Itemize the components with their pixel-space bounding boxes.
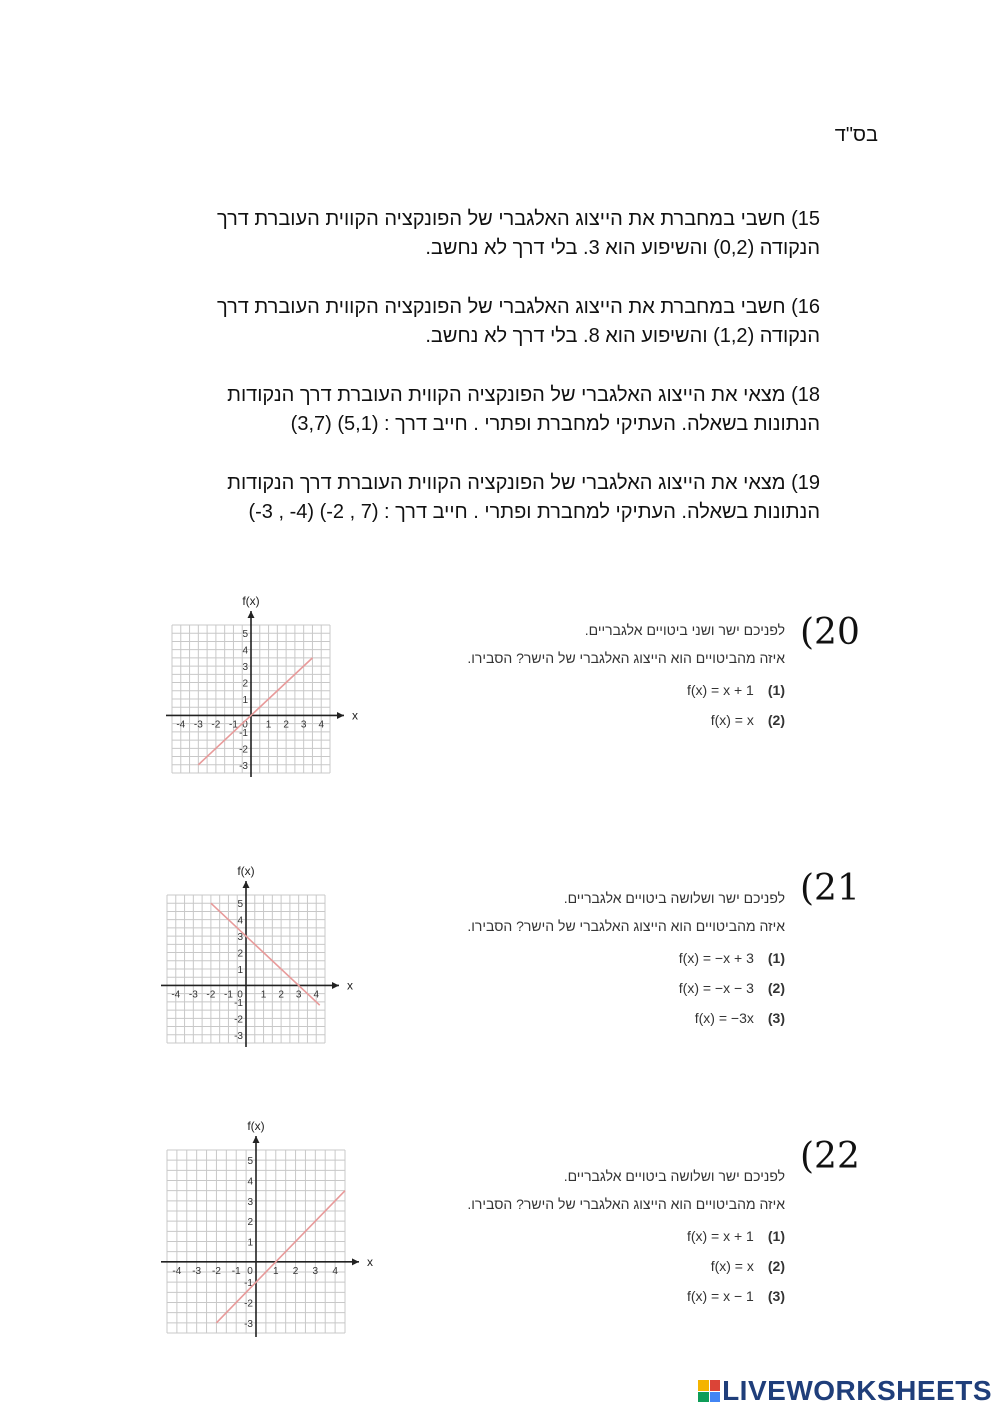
y-tick-label: -1 — [234, 997, 243, 1009]
option — [430, 950, 785, 966]
x-tick-label: 0 — [247, 1265, 253, 1277]
option — [430, 1228, 785, 1244]
x-tick-label: 4 — [332, 1265, 338, 1277]
graph-svg — [155, 865, 355, 1055]
y-tick-label: 4 — [247, 1176, 253, 1188]
x-axis-arrow-icon — [352, 1258, 359, 1265]
logo-square — [698, 1380, 709, 1391]
y-tick-label: 5 — [237, 899, 243, 911]
option-number: (1) — [767, 682, 785, 698]
y-tick-label: -3 — [234, 1030, 243, 1042]
exercise-question: איזה מהביטויים הוא הייצוג האלגברי של הישר? הסבירו. — [467, 1196, 785, 1212]
y-tick-label: 5 — [242, 629, 248, 641]
question-16 — [120, 293, 820, 351]
y-tick-label: 5 — [247, 1156, 253, 1168]
option — [430, 682, 785, 698]
exercise-intro: לפניכם ישר ושני ביטויים אלגבריים. — [584, 622, 785, 638]
exercise-21-text — [430, 890, 785, 1040]
exercise-number-20: (20 — [800, 612, 860, 653]
exercise-22-text — [430, 1168, 785, 1318]
brand-logo-icon — [698, 1380, 720, 1402]
option-number: (1) — [767, 1228, 785, 1244]
y-tick-label: 1 — [242, 695, 248, 706]
x-axis-arrow-icon — [337, 712, 344, 719]
x-tick-label: 4 — [318, 719, 325, 731]
question-line: 18) מצאי את הייצוג האלגברי של הפונקציה הקווית העוברת דרך הנקודות — [227, 384, 820, 406]
option-expression: f(x) = −3x — [694, 1010, 754, 1026]
y-tick-label: 2 — [237, 948, 243, 960]
question-line: 15) חשבי במחברת את הייצוג האלגברי של הפונקציה הקווית העוברת דרך — [217, 208, 820, 230]
logo-square — [698, 1392, 709, 1403]
question-line: הנתונות בשאלה. העתיקי למחברת ופתרי . חייב דרך : (7 , 2-) (4- , 3-) — [248, 501, 820, 523]
graph-21 — [155, 865, 355, 1060]
x-tick-label: -1 — [231, 1265, 241, 1277]
x-tick-label: -2 — [206, 989, 216, 1001]
question-19 — [120, 469, 820, 527]
x-tick-label: 2 — [292, 1265, 299, 1277]
y-tick-label: 1 — [237, 965, 243, 976]
y-tick-label: -2 — [234, 1014, 243, 1026]
liveworksheets-brand — [698, 1375, 992, 1407]
x-axis-arrow-icon — [332, 982, 339, 989]
y-axis-label: f(x) — [247, 1119, 265, 1133]
y-tick-label: 2 — [242, 678, 248, 690]
x-tick-label: -2 — [211, 719, 221, 731]
option-expression: f(x) = x + 1 — [686, 682, 754, 698]
option-expression: f(x) = x — [710, 1258, 754, 1274]
x-tick-label: 0 — [237, 989, 243, 1001]
x-tick-label: 2 — [278, 989, 284, 1001]
y-tick-label: 3 — [247, 1196, 253, 1208]
exercise-20-text — [430, 622, 785, 742]
y-tick-label: -2 — [244, 1298, 253, 1310]
question-line: 16) חשבי במחברת את הייצוג האלגברי של הפונקציה הקווית העוברת דרך — [217, 296, 820, 318]
exercise-intro: לפניכם ישר ושלושה ביטויים אלגבריים. — [563, 890, 785, 906]
option-number: (2) — [767, 980, 785, 996]
y-axis-arrow-icon — [243, 881, 250, 888]
question-line: הנקודה (1,2) והשיפוע הוא 8. בלי דרך לא נחשב. — [425, 325, 820, 347]
x-tick-label: -4 — [176, 719, 186, 731]
x-tick-label: 1 — [260, 989, 267, 1001]
exercise-question: איזה מהביטויים הוא הייצוג האלגברי של הישר? הסבירו. — [467, 918, 785, 934]
exercise-number-22: (22 — [800, 1136, 860, 1177]
option — [430, 1258, 785, 1274]
option-expression: f(x) = x − 1 — [686, 1288, 754, 1304]
question-line: הנקודה (0,2) והשיפוע הוא 3. בלי דרך לא נחשב. — [425, 237, 820, 259]
y-tick-label: -2 — [239, 744, 248, 756]
x-tick-label: -1 — [228, 719, 238, 731]
option — [430, 980, 785, 996]
y-axis-label: f(x) — [237, 864, 255, 878]
question-line: 19) מצאי את הייצוג האלגברי של הפונקציה הקווית העוברת דרך הנקודות — [227, 472, 820, 494]
x-tick-label: -3 — [192, 1265, 202, 1277]
question-15 — [120, 205, 820, 263]
option-number: (2) — [767, 712, 785, 728]
graph-22 — [155, 1120, 375, 1350]
y-tick-label: 3 — [242, 662, 248, 674]
option — [430, 1010, 785, 1026]
option-number: (3) — [767, 1010, 785, 1026]
y-axis-arrow-icon — [253, 1136, 260, 1143]
y-tick-label: 4 — [242, 645, 248, 657]
x-tick-label: 3 — [300, 719, 307, 731]
option — [430, 1288, 785, 1304]
y-tick-label: 4 — [237, 915, 243, 927]
x-tick-label: -4 — [172, 1265, 182, 1277]
exercise-number-21: (21 — [800, 868, 860, 909]
x-tick-label: 0 — [242, 719, 248, 731]
graph-svg — [155, 1120, 375, 1345]
x-tick-label: 1 — [265, 719, 272, 731]
option-expression: f(x) = −x − 3 — [678, 980, 754, 996]
option-expression: f(x) = −x + 3 — [678, 950, 754, 966]
x-tick-label: 1 — [272, 1265, 279, 1277]
x-tick-label: -3 — [188, 989, 198, 1001]
x-axis-label: x — [367, 1254, 373, 1269]
x-tick-label: -3 — [193, 719, 203, 731]
y-tick-label: -1 — [244, 1278, 253, 1290]
option-number: (1) — [767, 950, 785, 966]
question-18 — [120, 381, 820, 439]
x-axis-label: x — [352, 708, 358, 723]
question-line: הנתונות בשאלה. העתיקי למחברת ופתרי . חייב דרך : (5,1) (3,7) — [290, 413, 820, 435]
y-tick-label: -3 — [244, 1318, 253, 1330]
x-tick-label: 4 — [313, 989, 320, 1001]
brand-text: LIVEWORKSHEETS — [722, 1375, 992, 1406]
logo-square — [710, 1380, 721, 1391]
header-mark: בס"ד — [834, 124, 878, 146]
graph-svg — [160, 595, 360, 785]
exercise-question: איזה מהביטויים הוא הייצוג האלגברי של הישר? הסבירו. — [467, 650, 785, 666]
option-expression: f(x) = x + 1 — [686, 1228, 754, 1244]
x-tick-label: 3 — [312, 1265, 319, 1277]
x-tick-label: 2 — [283, 719, 289, 731]
x-axis-label: x — [347, 978, 353, 993]
logo-square — [710, 1392, 721, 1403]
x-tick-label: 3 — [295, 989, 302, 1001]
graph-20 — [160, 595, 360, 790]
y-tick-label: -3 — [239, 760, 248, 772]
x-tick-label: -4 — [171, 989, 181, 1001]
x-tick-label: -2 — [211, 1265, 221, 1277]
y-tick-label: 3 — [237, 932, 243, 944]
y-tick-label: 2 — [247, 1217, 253, 1229]
y-axis-arrow-icon — [248, 611, 255, 618]
option — [430, 712, 785, 728]
y-tick-label: -1 — [239, 727, 248, 739]
exercise-intro: לפניכם ישר ושלושה ביטויים אלגבריים. — [563, 1168, 785, 1184]
option-number: (2) — [767, 1258, 785, 1274]
y-axis-label: f(x) — [242, 594, 260, 608]
y-tick-label: 1 — [247, 1237, 253, 1249]
option-number: (3) — [767, 1288, 785, 1304]
option-expression: f(x) = x — [710, 712, 754, 728]
x-tick-label: -1 — [223, 989, 233, 1001]
